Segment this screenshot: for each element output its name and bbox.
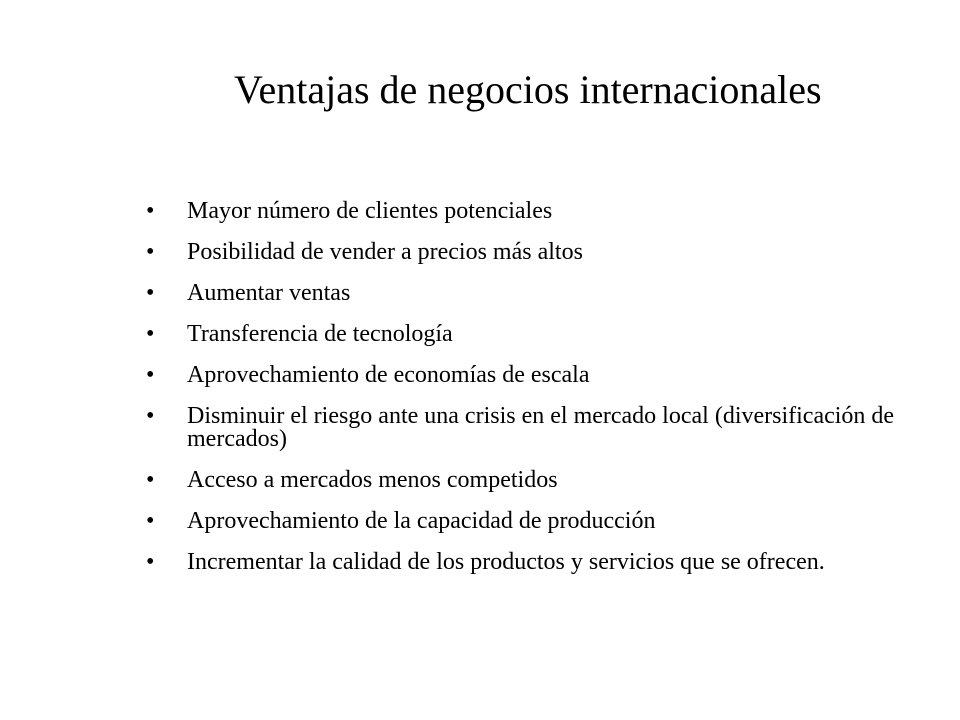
list-item-text: Posibilidad de vender a precios más altos — [187, 239, 583, 265]
bullet-list — [146, 200, 946, 592]
bullet-icon: • — [146, 321, 155, 347]
list-item-text: Acceso a mercados menos competidos — [187, 467, 558, 493]
list-item — [146, 282, 946, 305]
list-item — [146, 323, 946, 346]
bullet-icon: • — [146, 467, 155, 493]
list-item — [146, 469, 946, 492]
list-item-text: Mayor número de clientes potenciales — [187, 198, 553, 224]
list-item-text: Disminuir el riesgo ante una crisis en el mercado local (diversificación de mercados) — [187, 403, 895, 452]
bullet-icon: • — [146, 549, 155, 575]
list-item — [146, 200, 946, 223]
list-item — [146, 405, 946, 451]
bullet-icon: • — [146, 362, 155, 388]
list-item-text: Incrementar la calidad de los productos y servicios que se ofrecen. — [187, 549, 825, 575]
bullet-icon: • — [146, 508, 155, 534]
bullet-icon: • — [146, 198, 155, 224]
list-item — [146, 364, 946, 387]
list-item-text: Aprovechamiento de economías de escala — [187, 362, 590, 388]
slide-title: Ventajas de negocios internacionales — [234, 67, 822, 112]
list-item — [146, 241, 946, 264]
bullet-icon: • — [146, 403, 155, 429]
list-item-text: Aumentar ventas — [187, 280, 351, 306]
list-item — [146, 510, 946, 533]
list-item-text: Aprovechamiento de la capacidad de producción — [187, 508, 656, 534]
bullet-icon: • — [146, 239, 155, 265]
list-item — [146, 551, 946, 574]
list-item-text: Transferencia de tecnología — [187, 321, 453, 347]
bullet-icon: • — [146, 280, 155, 306]
